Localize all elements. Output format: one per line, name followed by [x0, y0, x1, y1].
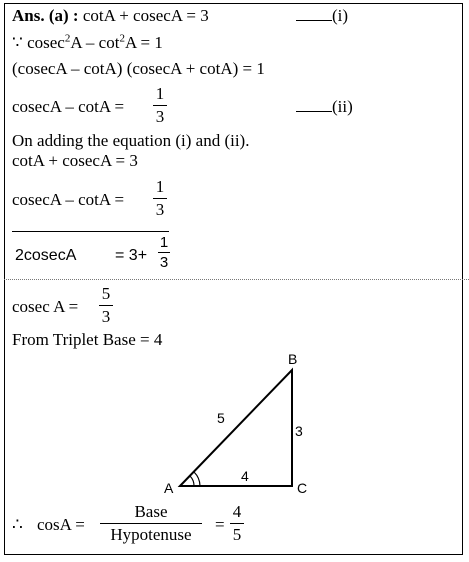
equation-1-tag: (i) [332, 6, 349, 25]
base-length: 4 [241, 468, 249, 484]
equation-2-tag: (ii) [332, 97, 353, 116]
sum-equation-2-num: 1 [155, 177, 165, 196]
identity-b-exp: 2 [119, 32, 125, 45]
identity-b: A – cot [70, 33, 120, 52]
because-symbol: ∵ [12, 33, 23, 52]
result-den: 3 [159, 254, 169, 271]
cos-equals: = [215, 515, 225, 534]
vertex-a-label: A [164, 480, 174, 496]
identity-a: cosec [27, 33, 65, 52]
result-num: 1 [159, 234, 169, 251]
equation-2-num: 1 [155, 84, 165, 103]
hypotenuse-length: 5 [217, 410, 225, 426]
cos-fraction [100, 502, 202, 545]
cos-value-num: 4 [232, 502, 242, 521]
fraction-bar [230, 523, 244, 524]
result-lhs: 2cosecA [15, 247, 77, 264]
angle-arc-outer [194, 472, 200, 486]
equation-2-den: 3 [155, 107, 165, 126]
sum-equation-2-den: 3 [155, 200, 165, 219]
cos-num: Base [134, 502, 168, 521]
vertex-c-label: C [297, 480, 308, 496]
sum-equation-2-lhs: cosecA – cotA = [12, 190, 125, 209]
answer-label: Ans. (a) : [12, 6, 79, 25]
equation-2-lhs: cosecA – cotA = [12, 97, 125, 116]
vertex-b-label: B [288, 351, 298, 367]
factored-line: (cosecA – cotA) (cosecA + cotA) = 1 [12, 59, 265, 78]
identity-c: A = 1 [124, 33, 163, 52]
therefore-symbol: ∴ [12, 515, 23, 534]
cos-value-fraction [230, 502, 244, 545]
sum-equation-1: cotA + cosecA = 3 [12, 151, 138, 170]
triplet-text: From Triplet Base = 4 [12, 330, 163, 349]
cosec-lhs: cosec A = [12, 297, 79, 316]
vertical-side-length: 3 [295, 423, 303, 439]
cos-value-den: 5 [232, 525, 242, 544]
cos-den: Hypotenuse [110, 525, 192, 544]
result-rhs: = 3+ [115, 247, 148, 264]
identity-a-exp: 2 [64, 32, 71, 45]
angle-arc-inner [190, 476, 194, 486]
cosec-den: 3 [101, 307, 111, 326]
fraction-bar [100, 523, 202, 524]
cosec-num: 5 [101, 284, 111, 303]
equation-1: cotA + cosecA = 3 [82, 6, 209, 25]
triangle-shape [180, 370, 292, 486]
cos-lhs: cosA = [37, 515, 85, 534]
adding-text: On adding the equation (i) and (ii). [12, 131, 250, 150]
